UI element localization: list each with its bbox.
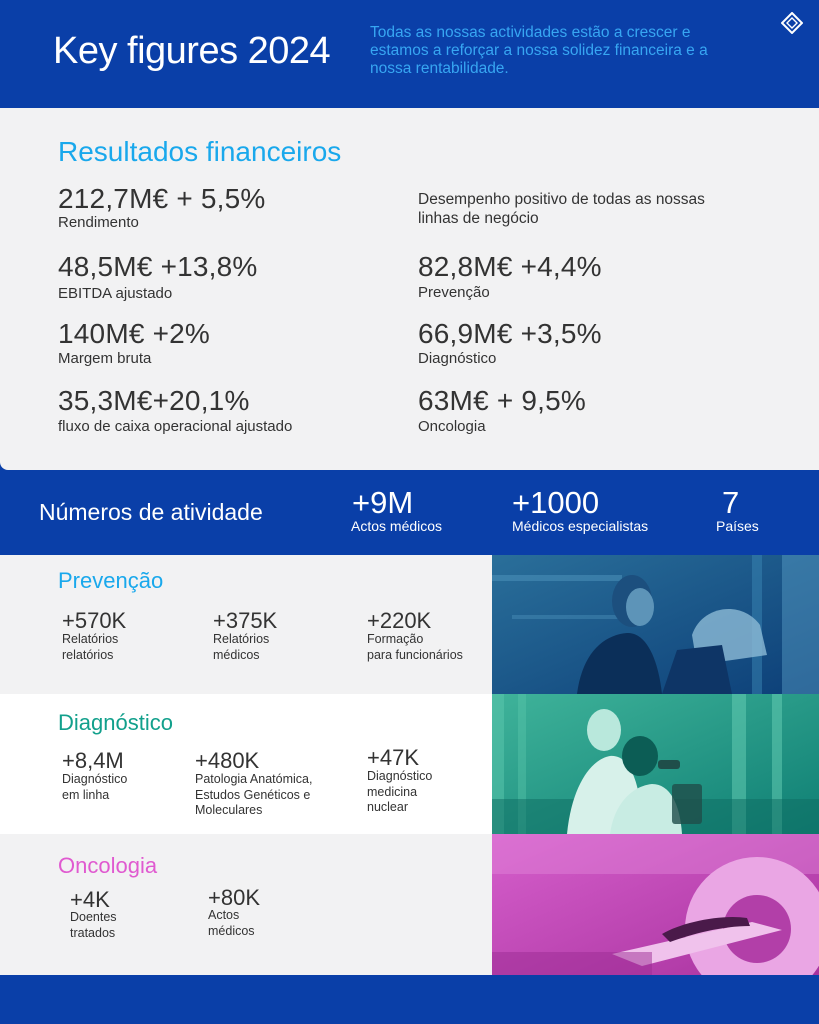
oncology-revenue-label: Oncologia (418, 418, 486, 435)
oncology-stat-2-label: Actos médicos (208, 908, 255, 938)
financial-title: Resultados financeiros (58, 136, 342, 167)
diagnostic-stat-1-label: Diagnóstico em linha (62, 772, 128, 802)
oncology-photo (492, 834, 819, 975)
medical-acts-label: Actos médicos (351, 518, 443, 534)
prevention-stat-2-value: +375K (213, 608, 278, 633)
diagnostic-stat-2-label: Patologia Anatómica, Estudos Genéticos e Moleculares (195, 772, 313, 817)
oncology-revenue-value: 63M€ + 9,5% (418, 385, 586, 416)
oncology-stat-2-value: +80K (208, 885, 260, 910)
diagnostic-stat-3-label: Diagnóstico medicina nuclear (367, 769, 433, 814)
diagnostic-revenue-value: 66,9M€ +3,5% (418, 318, 602, 349)
specialists-value: +1000 (512, 485, 600, 520)
cash-flow-value: 35,3M€+20,1% (58, 385, 250, 416)
page-title: Key figures 2024 (53, 30, 331, 72)
oncology-title: Oncologia (58, 853, 158, 878)
footer-band (0, 975, 819, 1024)
prevention-revenue-value: 82,8M€ +4,4% (418, 251, 602, 282)
countries-label: Países (716, 518, 759, 534)
logo-diamond-icon (781, 12, 803, 34)
oncology-stat-1-label: Doentes tratados (70, 910, 117, 940)
prevention-stat-3-label: Formação para funcionários (367, 632, 463, 662)
prevention-revenue-label: Prevenção (418, 284, 490, 301)
activity-title: Números de atividade (39, 499, 263, 525)
ebitda-value: 48,5M€ +13,8% (58, 251, 258, 282)
prevention-stat-2-label: Relatórios médicos (213, 632, 270, 662)
medical-acts-value: +9M (352, 485, 414, 520)
gross-margin-label: Margem bruta (58, 350, 152, 367)
performance-note: Desempenho positivo de todas as nossas linhas de negócio (418, 191, 705, 227)
diagnostic-revenue-label: Diagnóstico (418, 350, 497, 367)
diagnostic-photo (492, 694, 819, 834)
page-subtitle: Todas as nossas actividades estão a crescer e estamos a reforçar a nossa solidez financeira e a nossa rentabilidade. (370, 24, 708, 77)
countries-value: 7 (722, 485, 740, 520)
oncology-stat-1-value: +4K (70, 887, 110, 912)
revenue-label: Rendimento (58, 214, 139, 231)
prevention-title: Prevenção (58, 568, 164, 593)
cash-flow-label: fluxo de caixa operacional ajustado (58, 418, 293, 435)
revenue-value: 212,7M€ + 5,5% (58, 183, 266, 214)
prevention-photo (492, 555, 819, 694)
ebitda-label: EBITDA ajustado (58, 285, 173, 302)
specialists-label: Médicos especialistas (512, 518, 649, 534)
gross-margin-value: 140M€ +2% (58, 318, 211, 349)
prevention-stat-1-label: Relatórios relatórios (62, 632, 119, 662)
diagnostic-stat-2-value: +480K (195, 748, 260, 773)
diagnostic-title: Diagnóstico (58, 710, 173, 735)
diagnostic-stat-3-value: +47K (367, 745, 419, 770)
diagnostic-stat-1-value: +8,4M (62, 748, 124, 773)
prevention-stat-3-value: +220K (367, 608, 432, 633)
prevention-stat-1-value: +570K (62, 608, 127, 633)
